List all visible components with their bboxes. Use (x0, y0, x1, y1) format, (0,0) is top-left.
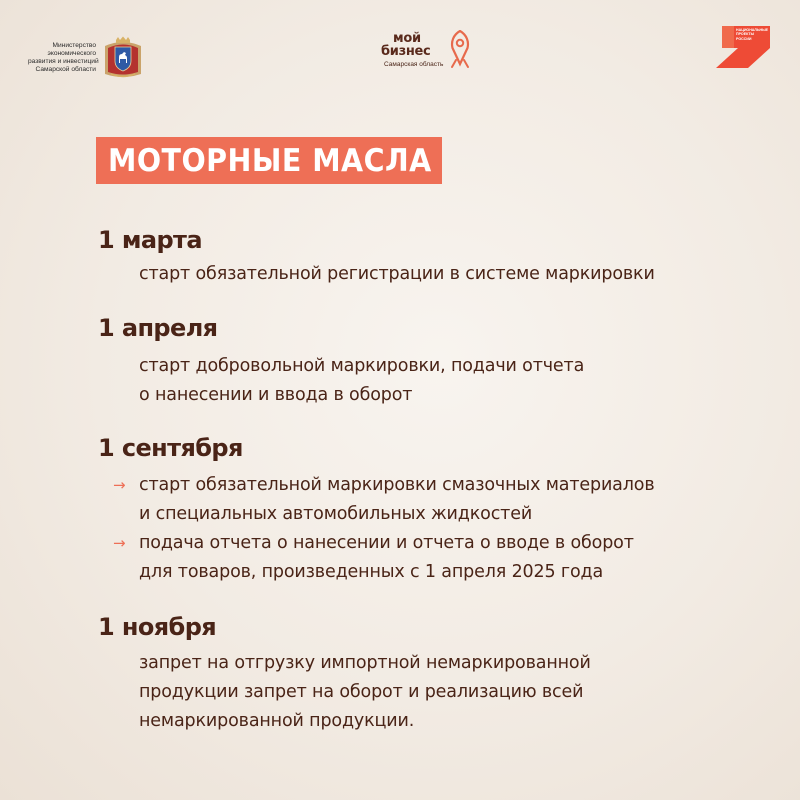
description-line: немаркированной продукции. (139, 711, 415, 731)
page-title: МОТОРНЫЕ МАСЛА (108, 142, 432, 179)
section-description (139, 352, 584, 410)
samara-coat-of-arms-icon (102, 36, 144, 80)
moy-biznes-line2: бизнес (381, 44, 431, 59)
ministry-line: Самарской области (35, 65, 96, 73)
description-line: старт добровольной маркировки, подачи отчета (139, 356, 585, 376)
ministry-line: развития и инвестиций (28, 58, 99, 65)
bullet-item (113, 529, 655, 587)
ministry-logo (28, 36, 144, 80)
timeline-section-march (98, 226, 655, 284)
section-date: 1 сентября (98, 434, 243, 462)
national-projects-line: ПРОЕКТЫ (736, 32, 755, 37)
ministry-line: Министерство (52, 42, 96, 50)
arrow-right-icon: → (113, 534, 126, 552)
description-line: и специальных автомобильных жидкостей (139, 504, 533, 524)
national-projects-text (736, 28, 769, 41)
timeline-section-november (98, 613, 591, 731)
moy-biznes-line1: мой (393, 31, 421, 46)
bullet-item (113, 471, 655, 529)
description-line: продукции запрет на оборот и реализацию всей (139, 682, 584, 702)
national-projects-line: НАЦИОНАЛЬНЫЕ (736, 28, 769, 32)
timeline-section-september (98, 434, 655, 582)
description-line: о нанесении и ввода в оборот (139, 385, 413, 405)
rocket-pin-icon (449, 30, 471, 70)
ministry-line: экономического (47, 50, 96, 58)
description-line: старт обязательной регистрации в системе маркировки (139, 264, 655, 284)
header (0, 0, 800, 110)
description-line: запрет на отгрузку импортной немаркированной (139, 653, 591, 673)
ministry-name (28, 42, 99, 73)
section-date: 1 ноября (98, 613, 217, 641)
title-banner (96, 137, 442, 184)
arrow-right-icon: → (113, 476, 126, 494)
national-projects-line: РОССИИ (736, 36, 752, 41)
section-date: 1 марта (98, 226, 202, 254)
moy-biznes-subtitle: Самарская область (384, 61, 444, 68)
description-line: для товаров, произведенных с 1 апреля 2025 года (139, 562, 604, 582)
description-line: старт обязательной маркировки смазочных материалов (139, 475, 655, 495)
moy-biznes-logo (381, 28, 481, 76)
section-description (139, 649, 591, 736)
section-description (139, 260, 655, 289)
timeline-section-april (98, 314, 585, 405)
section-description (113, 471, 655, 587)
national-projects-logo (714, 22, 772, 70)
section-date: 1 апреля (98, 314, 218, 342)
description-line: подача отчета о нанесении и отчета о вводе в оборот (139, 533, 634, 553)
